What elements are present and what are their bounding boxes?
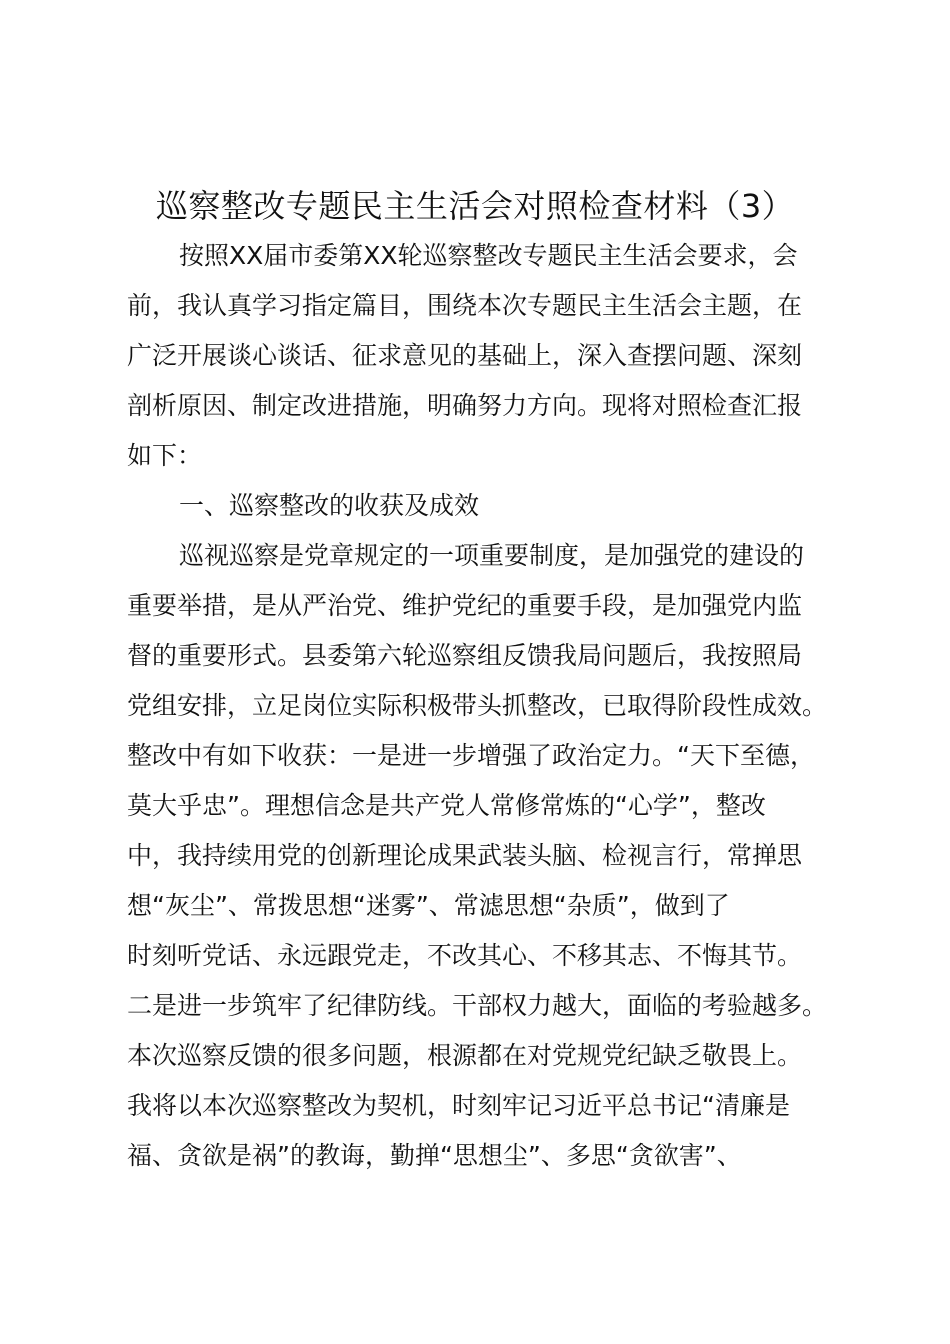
document-body [127, 231, 847, 1181]
paragraph-line: 二是进一步筑牢了纪律防线。干部权力越大，面临的考验越多。 [127, 991, 828, 1020]
paragraph-line: 如下： [127, 441, 203, 470]
document-title: 巡察整改专题民主生活会对照检查材料（3） [155, 187, 795, 225]
paragraph-line: 按照XX届市委第XX轮巡察整改专题民主生活会要求，会 [179, 241, 798, 270]
paragraph-line: 巡视巡察是党章规定的一项重要制度，是加强党的建设的 [179, 541, 805, 570]
paragraph-line: 福、贪欲是祸”的教诲，勤掸“思想尘”、多思“贪欲害”、 [127, 1141, 742, 1170]
paragraph-line: 广泛开展谈心谈话、征求意见的基础上，深入查摆问题、深刻 [127, 341, 803, 370]
paragraph-line: 想“灰尘”、常拨思想“迷雾”、常滤思想“杂质”，做到了 [127, 891, 730, 920]
paragraph-line: 前，我认真学习指定篇目，围绕本次专题民主生活会主题，在 [127, 291, 803, 320]
section-heading: 一、巡察整改的收获及成效 [179, 491, 480, 520]
paragraph-line: 时刻听党话、永远跟党走，不改其心、不移其志、不悔其节。 [127, 941, 803, 970]
paragraph-line: 莫大乎忠”。理想信念是共产党人常修常炼的“心学”，整改 [127, 791, 766, 820]
paragraph-line: 党组安排，立足岗位实际积极带头抓整改，已取得阶段性成效。 [127, 691, 828, 720]
paragraph-line: 本次巡察反馈的很多问题，根源都在对党规党纪缺乏敬畏上。 [127, 1041, 803, 1070]
paragraph-line: 我将以本次巡察整改为契机，时刻牢记习近平总书记“清廉是 [127, 1091, 790, 1120]
paragraph-line: 中，我持续用党的创新理论成果武装头脑、检视言行，常掸思 [127, 841, 803, 870]
paragraph-line: 重要举措，是从严治党、维护党纪的重要手段，是加强党内监 [127, 591, 803, 620]
paragraph-line: 整改中有如下收获：一是进一步增强了政治定力。“天下至德， [127, 741, 815, 770]
paragraph-line: 剖析原因、制定改进措施，明确努力方向。现将对照检查汇报 [127, 391, 803, 420]
paragraph-line: 督的重要形式。县委第六轮巡察组反馈我局问题后，我按照局 [127, 641, 803, 670]
